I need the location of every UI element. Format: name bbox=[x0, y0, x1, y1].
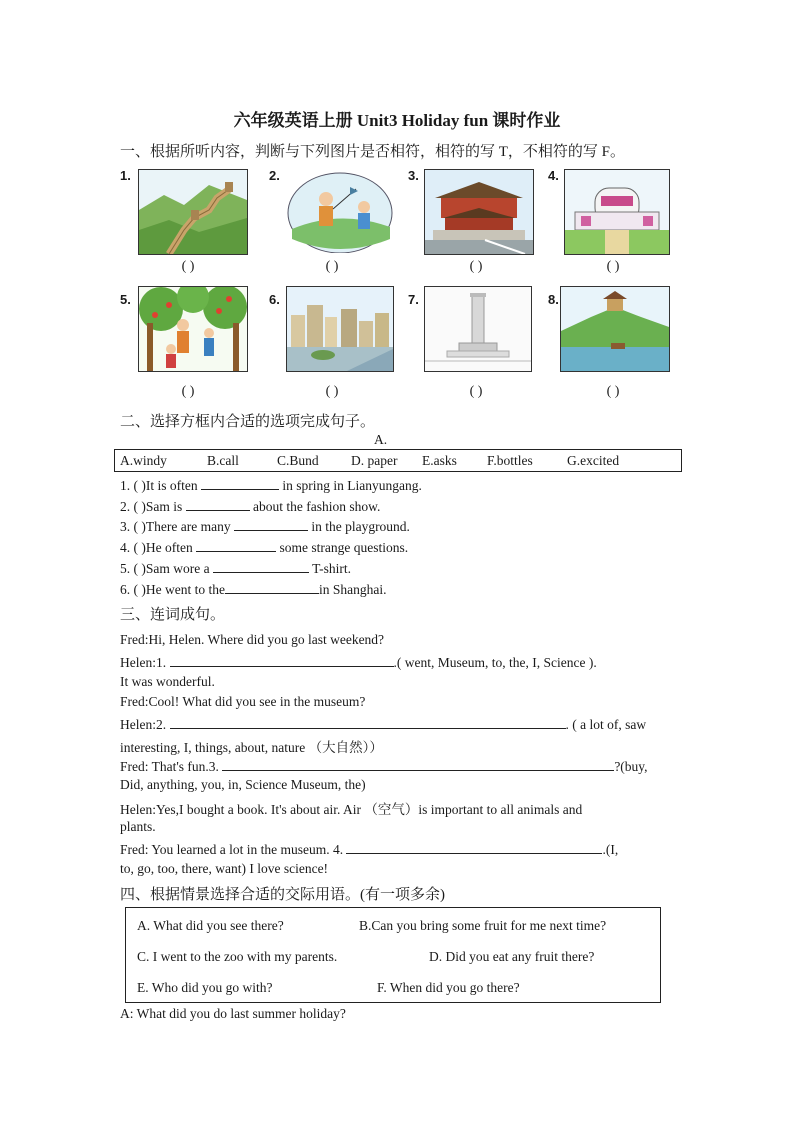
dialogue-line: to, go, too, there, want) I love science! bbox=[120, 861, 329, 876]
fill-blank[interactable] bbox=[234, 517, 308, 531]
dialogue-line: A: What did you do last summer holiday? bbox=[120, 1006, 346, 1021]
item-number: 4. bbox=[548, 168, 559, 183]
section2-heading: 二、选择方框内合适的选项完成句子。 bbox=[120, 414, 376, 430]
option: A.windy bbox=[120, 453, 167, 468]
option: F.bottles bbox=[487, 453, 533, 468]
option: A. What did you see there? bbox=[137, 918, 284, 933]
option: D. paper bbox=[351, 453, 398, 468]
section3-heading: 三、连词成句。 bbox=[120, 607, 226, 623]
option: C.Bund bbox=[277, 453, 319, 468]
fishing-family-picture bbox=[286, 169, 394, 253]
fill-blank[interactable] bbox=[222, 757, 614, 771]
dialogue-line: It was wonderful. bbox=[120, 674, 215, 689]
dialogue-line: Helen:Yes,I bought a book. It's about air. Air （空气）is important to all animals and bbox=[120, 802, 583, 817]
option: E. Who did you go with? bbox=[137, 980, 273, 995]
great-wall-picture bbox=[138, 169, 248, 255]
option: B.Can you bring some fruit for me next time? bbox=[359, 918, 607, 933]
option: D. Did you eat any fruit there? bbox=[429, 949, 595, 964]
picking-fruit-picture bbox=[138, 286, 248, 372]
dialogue-line: Helen:1. .( went, Museum, to, the, I, Science ). bbox=[120, 655, 597, 670]
item-number: 5. bbox=[120, 292, 131, 307]
item-number: 6. bbox=[269, 292, 280, 307]
option: E.asks bbox=[422, 453, 457, 468]
answer-blank[interactable]: ( ) bbox=[469, 384, 483, 399]
fill-blank[interactable] bbox=[170, 715, 566, 729]
monument-picture bbox=[424, 286, 532, 372]
sentence: 6. ( )He went to the in Shanghai. bbox=[120, 582, 387, 597]
fill-blank[interactable] bbox=[186, 497, 250, 511]
fill-blank[interactable] bbox=[196, 538, 276, 552]
dialogue-line: Fred:Cool! What did you see in the museum? bbox=[120, 694, 366, 709]
option: F. When did you go there? bbox=[377, 980, 520, 995]
fill-blank[interactable] bbox=[346, 840, 602, 854]
fill-blank[interactable] bbox=[213, 559, 309, 573]
sentence: 1. ( )It is often in spring in Lianyungang. bbox=[120, 478, 422, 493]
answer-blank[interactable]: ( ) bbox=[325, 384, 339, 399]
dialogue-line: Helen:2. . ( a lot of, saw bbox=[120, 717, 647, 732]
sentence: 5. ( )Sam wore a T-shirt. bbox=[120, 561, 351, 576]
dialogue-line: interesting, I, things, about, nature （大自然）） bbox=[120, 740, 383, 755]
option-box bbox=[125, 907, 661, 1003]
fill-blank[interactable] bbox=[225, 580, 319, 594]
item-number: 3. bbox=[408, 168, 419, 183]
item-number: 7. bbox=[408, 292, 419, 307]
dialogue-line: Fred: That's fun.3. ?(buy, bbox=[120, 759, 648, 774]
lake-pagoda-picture bbox=[560, 286, 670, 372]
page-title: 六年级英语上册 Unit3 Holiday fun 课时作业 bbox=[233, 111, 561, 130]
dialogue-line: plants. bbox=[120, 819, 156, 834]
answer-blank[interactable]: ( ) bbox=[606, 384, 620, 399]
palace-picture bbox=[424, 169, 534, 255]
sentence: 3. ( )There are many in the playground. bbox=[120, 519, 410, 534]
answer-blank[interactable]: ( ) bbox=[469, 259, 483, 274]
section1-heading: 一、根据所听内容，判断与下列图片是否相符，相符的写 T，不相符的写 F。 bbox=[120, 144, 626, 160]
box-label: A. bbox=[374, 432, 388, 447]
dialogue-line: Fred: You learned a lot in the museum. 4. .(I, bbox=[120, 842, 619, 857]
the-bund-picture bbox=[286, 286, 394, 372]
option: B.call bbox=[207, 453, 239, 468]
item-number: 1. bbox=[120, 168, 131, 183]
fill-blank[interactable] bbox=[201, 476, 279, 490]
sentence: 2. ( )Sam is about the fashion show. bbox=[120, 499, 381, 514]
answer-blank[interactable]: ( ) bbox=[325, 259, 339, 274]
answer-blank[interactable]: ( ) bbox=[181, 259, 195, 274]
answer-blank[interactable]: ( ) bbox=[181, 384, 195, 399]
fill-blank[interactable] bbox=[170, 653, 394, 667]
option: G.excited bbox=[567, 453, 620, 468]
item-number: 2. bbox=[269, 168, 280, 183]
dialogue-line: Fred:Hi, Helen. Where did you go last weekend? bbox=[120, 632, 385, 647]
sentence: 4. ( )He often some strange questions. bbox=[120, 540, 409, 555]
option: C. I went to the zoo with my parents. bbox=[137, 949, 338, 964]
option-box bbox=[114, 449, 682, 472]
museum-building-picture bbox=[564, 169, 670, 255]
answer-blank[interactable]: ( ) bbox=[606, 259, 620, 274]
dialogue-line: Did, anything, you, in, Science Museum, the) bbox=[120, 777, 366, 792]
section4-heading: 四、根据情景选择合适的交际用语。(有一项多余) bbox=[120, 887, 445, 903]
item-number: 8. bbox=[548, 292, 559, 307]
